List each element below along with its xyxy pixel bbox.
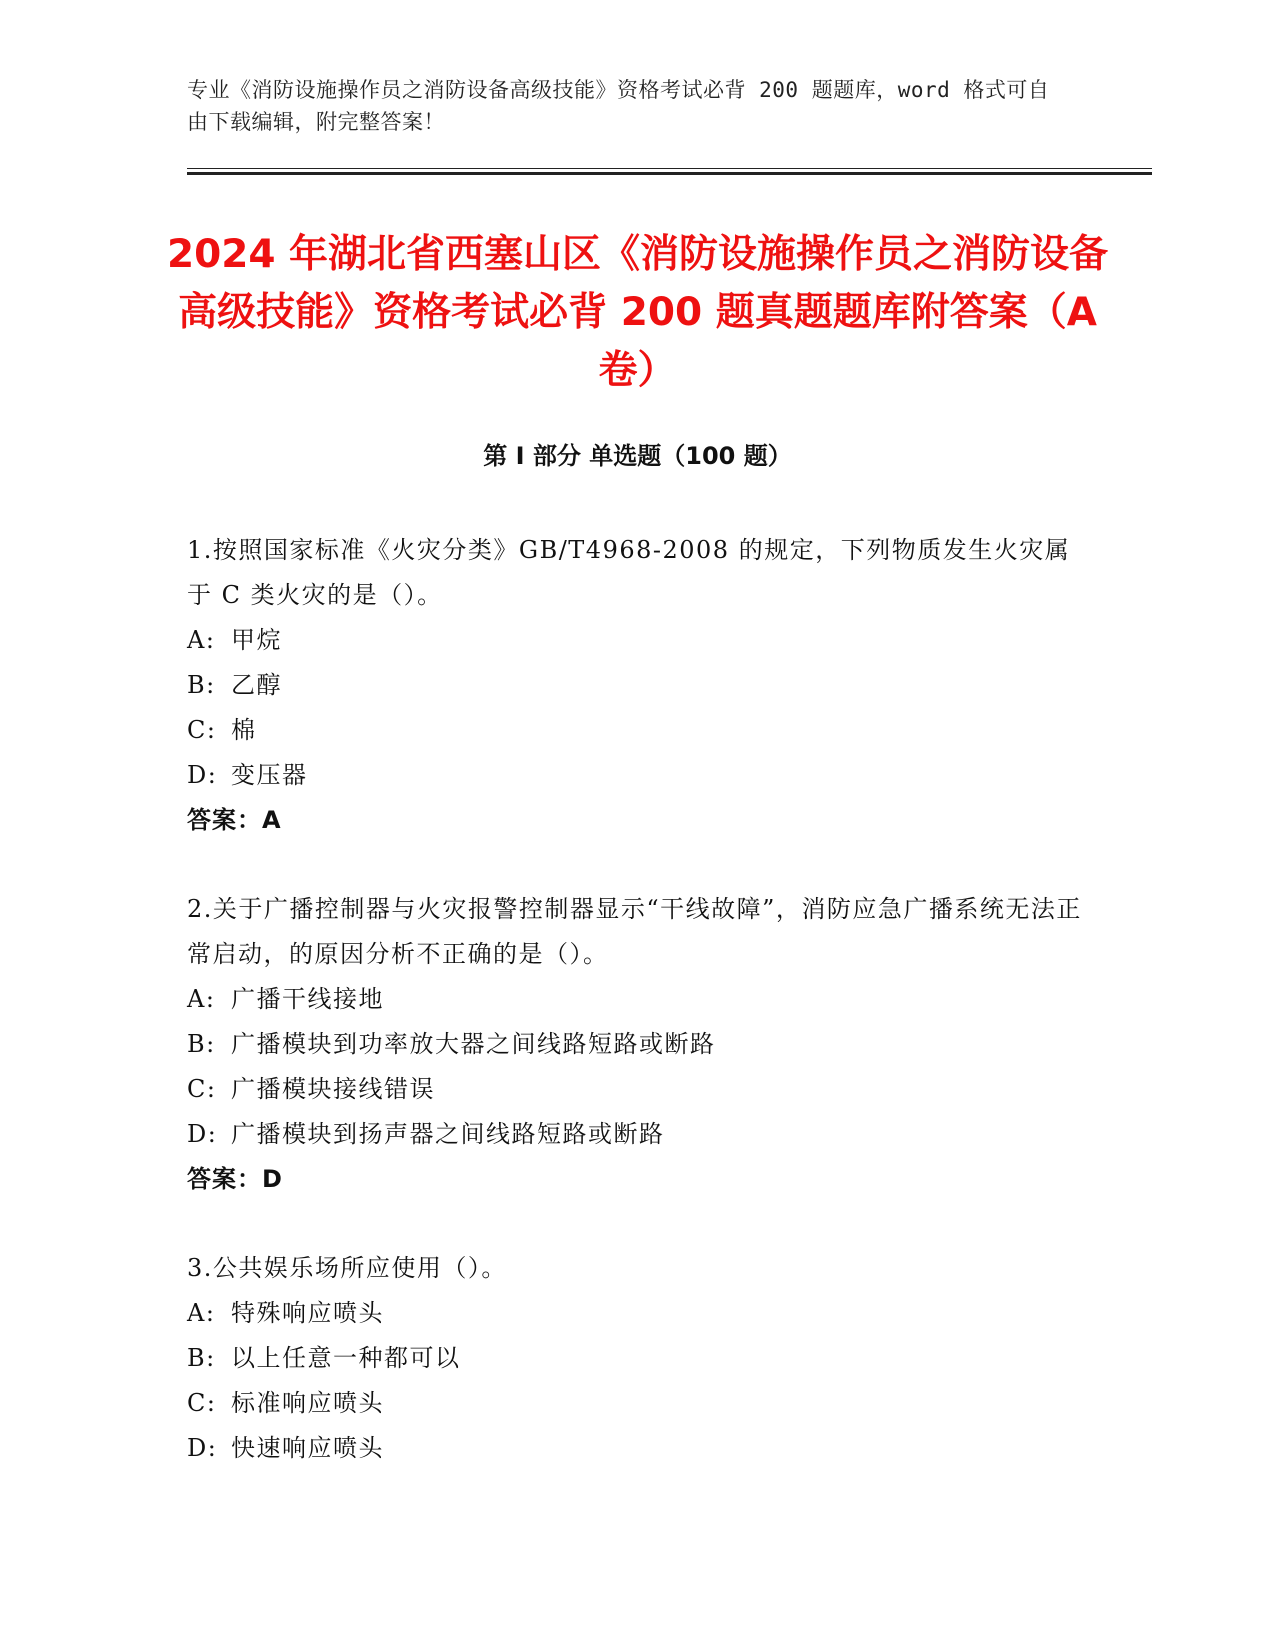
option-text: 变压器 [231, 761, 308, 789]
option-text: 广播模块到功率放大器之间线路短路或断路 [231, 1030, 716, 1058]
option-b [187, 1022, 1082, 1067]
option-text: 棉 [231, 716, 257, 744]
option-a [187, 618, 1082, 663]
option-text: 标准响应喷头 [231, 1389, 384, 1417]
option-letter: D: [187, 761, 218, 789]
option-letter: C: [187, 716, 217, 744]
question-stem: 2.关于广播控制器与火灾报警控制器显示“干线故障”，消防应急广播系统无法正常启动，的原因分析不正确的是（）。 [187, 895, 1082, 968]
option-text: 广播干线接地 [231, 985, 384, 1013]
option-text: 广播模块接线错误 [231, 1075, 435, 1103]
option-d [187, 753, 1082, 798]
option-text: 快速响应喷头 [231, 1434, 384, 1462]
option-letter: D: [187, 1120, 218, 1148]
option-letter: A: [187, 626, 216, 654]
option-b [187, 1336, 1082, 1381]
option-letter: A: [187, 985, 216, 1013]
option-letter: B: [187, 1030, 216, 1058]
document-title: 2024 年湖北省西塞山区《消防设施操作员之消防设备高级技能》资格考试必背 200 题真题题库附答案（A 卷） [166, 232, 1109, 393]
header-rule-thin [187, 168, 1152, 169]
question-stem: 3.公共娱乐场所应使用（）。 [187, 1254, 507, 1282]
option-letter: A: [187, 1299, 216, 1327]
option-letter: B: [187, 1344, 216, 1372]
option-text: 乙醇 [231, 671, 282, 699]
option-b [187, 663, 1082, 708]
header-rule-thick [187, 172, 1152, 175]
question-1 [187, 528, 1082, 843]
option-c [187, 1067, 1082, 1112]
option-text: 以上任意一种都可以 [231, 1344, 461, 1372]
section-title: 第 I 部分 单选题（100 题） [483, 442, 792, 470]
option-d [187, 1426, 1082, 1471]
option-c [187, 1381, 1082, 1426]
option-letter: C: [187, 1389, 217, 1417]
question-2 [187, 887, 1082, 1202]
question-list [187, 528, 1082, 1515]
option-letter: C: [187, 1075, 217, 1103]
option-text: 甲烷 [231, 626, 282, 654]
option-text: 特殊响应喷头 [231, 1299, 384, 1327]
answer-line: 答案：A [187, 806, 282, 834]
question-stem: 1.按照国家标准《火灾分类》GB/T4968-2008 的规定，下列物质发生火灾属于 C 类火灾的是（）。 [187, 536, 1071, 609]
header-note: 专业《消防设施操作员之消防设备高级技能》资格考试必背 200 题题库，word 格式可自由下载编辑，附完整答案！ [187, 78, 1050, 134]
option-d [187, 1112, 1082, 1157]
option-text: 广播模块到扬声器之间线路短路或断路 [231, 1120, 665, 1148]
option-letter: D: [187, 1434, 218, 1462]
option-letter: B: [187, 671, 216, 699]
answer-line: 答案：D [187, 1165, 283, 1193]
option-c [187, 708, 1082, 753]
option-a [187, 1291, 1082, 1336]
question-3 [187, 1246, 1082, 1471]
option-a [187, 977, 1082, 1022]
